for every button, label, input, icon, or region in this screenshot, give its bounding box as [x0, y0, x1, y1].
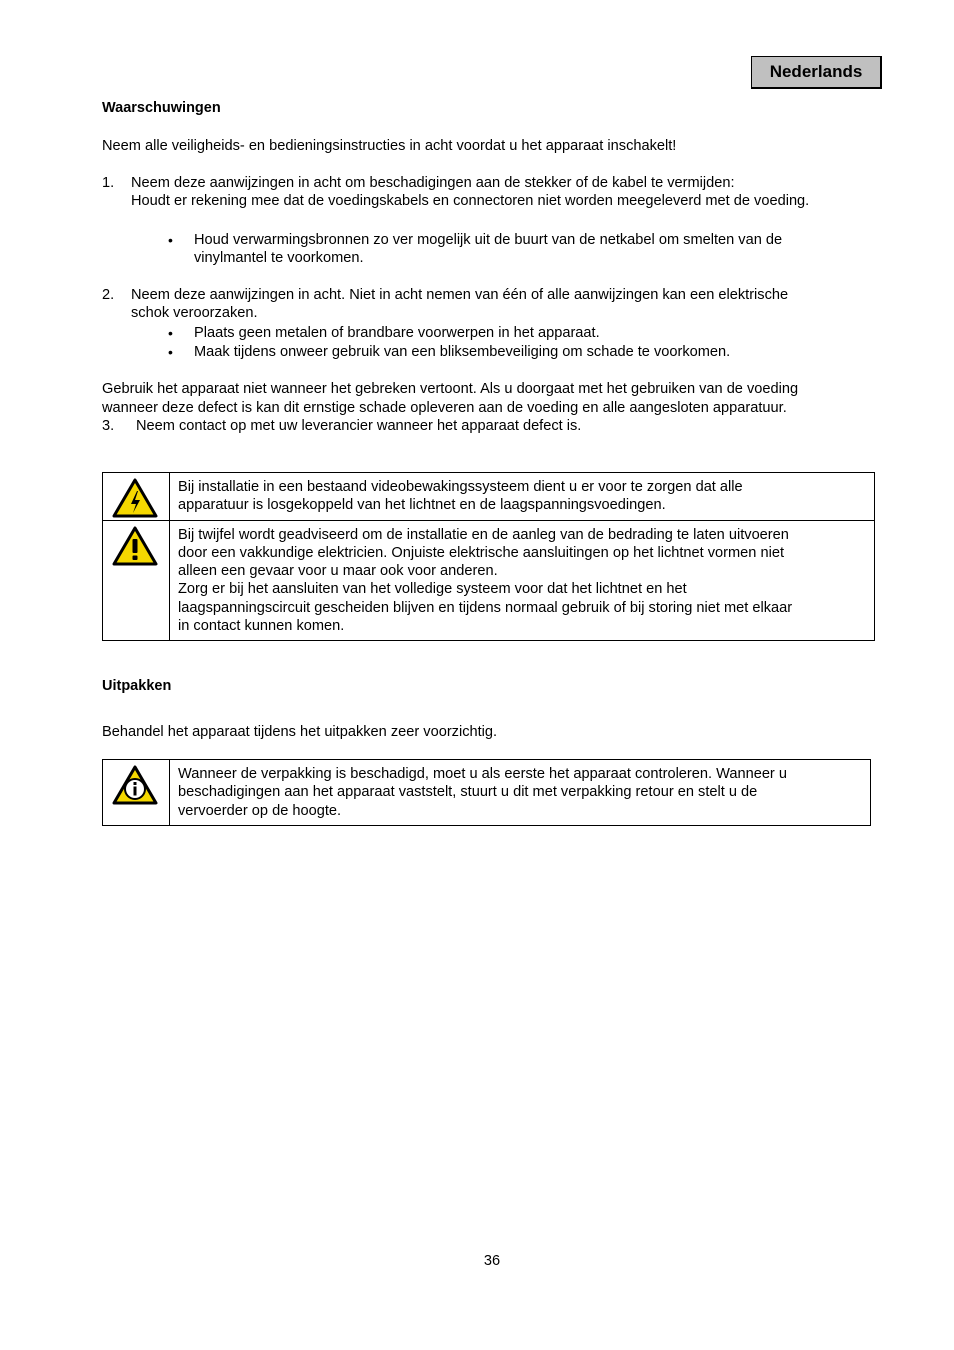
- info-text-cell: [170, 760, 871, 826]
- warning-table: [102, 472, 875, 641]
- language-label: Nederlands: [751, 56, 882, 89]
- bullet-marker: •: [168, 232, 173, 248]
- unpack-intro: Behandel het apparaat tijdens het uitpakken zeer voorzichtig.: [102, 724, 498, 740]
- warning-row-electric: [103, 473, 875, 521]
- info-icon: [112, 765, 158, 805]
- section-title-unpack: Uitpakken: [102, 678, 172, 694]
- warning-text-cell: [170, 473, 875, 521]
- item-2-line-2: schok veroorzaken.: [131, 305, 258, 321]
- item-2-line-1: Neem deze aanwijzingen in acht. Niet in acht nemen van één of alle aanwijzingen kan een elektrische: [131, 287, 789, 303]
- info-table: [102, 759, 871, 826]
- item-1-bullet-line-1: Houd verwarmingsbronnen zo ver mogelijk uit de buurt van de netkabel om smelten van de: [194, 232, 783, 248]
- defect-paragraph-line-1: Gebruik het apparaat niet wanneer het gebreken vertoont. Als u doorgaat met het gebruiken van de voeding: [102, 381, 799, 397]
- warning-text-line: alleen een gevaar voor u maar ook voor anderen.: [178, 563, 498, 580]
- warning-row-caution: [103, 520, 875, 641]
- item-3-number: 3.: [102, 418, 115, 434]
- page-number: 36: [483, 1253, 501, 1269]
- warning-text-line: laagspanningscircuit gescheiden blijven en tijdens normaal gebruik of bij storing niet met elkaar: [178, 599, 793, 616]
- warning-text-line: Zorg er bij het aansluiten van het volledige systeem voor dat het lichtnet en het: [178, 581, 687, 598]
- warnings-intro: Neem alle veiligheids- en bedieningsinstructies in acht voordat u het apparaat inschakelt!: [102, 138, 677, 154]
- info-text-line: beschadigingen aan het apparaat vaststelt, stuurt u dit met verpakking retour en stelt u de: [178, 784, 758, 801]
- item-1-line-1: Neem deze aanwijzingen in acht om beschadigingen aan de stekker of de kabel te vermijden:: [131, 175, 735, 191]
- item-1-number: 1.: [102, 175, 115, 191]
- warning-text-cell: [170, 520, 875, 641]
- item-2-number: 2.: [102, 287, 115, 303]
- item-1-bullet-line-2: vinylmantel te voorkomen.: [194, 250, 364, 266]
- info-row: [103, 760, 871, 826]
- warning-text-line: Bij twijfel wordt geadviseerd om de installatie en de aanleg van de bedrading te laten uitvoeren: [178, 526, 789, 543]
- section-title-warnings: Waarschuwingen: [102, 100, 221, 116]
- warning-text-line: door een vakkundige elektricien. Onjuiste elektrische aansluitingen op het lichtnet vormen niet: [178, 544, 784, 561]
- item-2-bullet-1: Plaats geen metalen of brandbare voorwerpen in het apparaat.: [194, 325, 600, 341]
- bullet-marker: •: [168, 325, 173, 341]
- icon-cell: [103, 473, 170, 521]
- item-1-line-2: Houdt er rekening mee dat de voedingskabels en connectoren niet worden meegeleverd met de voeding.: [131, 193, 810, 209]
- info-text-line: vervoerder op de hoogte.: [178, 802, 342, 819]
- electric-hazard-icon: [112, 478, 158, 518]
- bullet-marker: •: [168, 344, 173, 360]
- warning-text-line: in contact kunnen komen.: [178, 618, 345, 635]
- warning-text-line: apparatuur is losgekoppeld van het lichtnet en de laagspanningsvoedingen.: [178, 497, 666, 514]
- defect-paragraph-line-2: wanneer deze defect is kan dit ernstige schade opleveren aan de voeding en alle aangesloten apparatuur.: [102, 400, 787, 416]
- icon-cell: [103, 520, 170, 641]
- caution-icon: [112, 526, 158, 566]
- item-3-text: Neem contact op met uw leverancier wanneer het apparaat defect is.: [136, 418, 582, 434]
- info-text-line: Wanneer de verpakking is beschadigd, moet u als eerste het apparaat controleren. Wanneer u: [178, 766, 787, 782]
- icon-cell: [103, 760, 170, 826]
- item-2-bullet-2: Maak tijdens onweer gebruik van een bliksembeveiliging om schade te voorkomen.: [194, 344, 731, 360]
- warning-text-line: Bij installatie in een bestaand videobewakingssysteem dient u er voor te zorgen dat alle: [178, 479, 743, 495]
